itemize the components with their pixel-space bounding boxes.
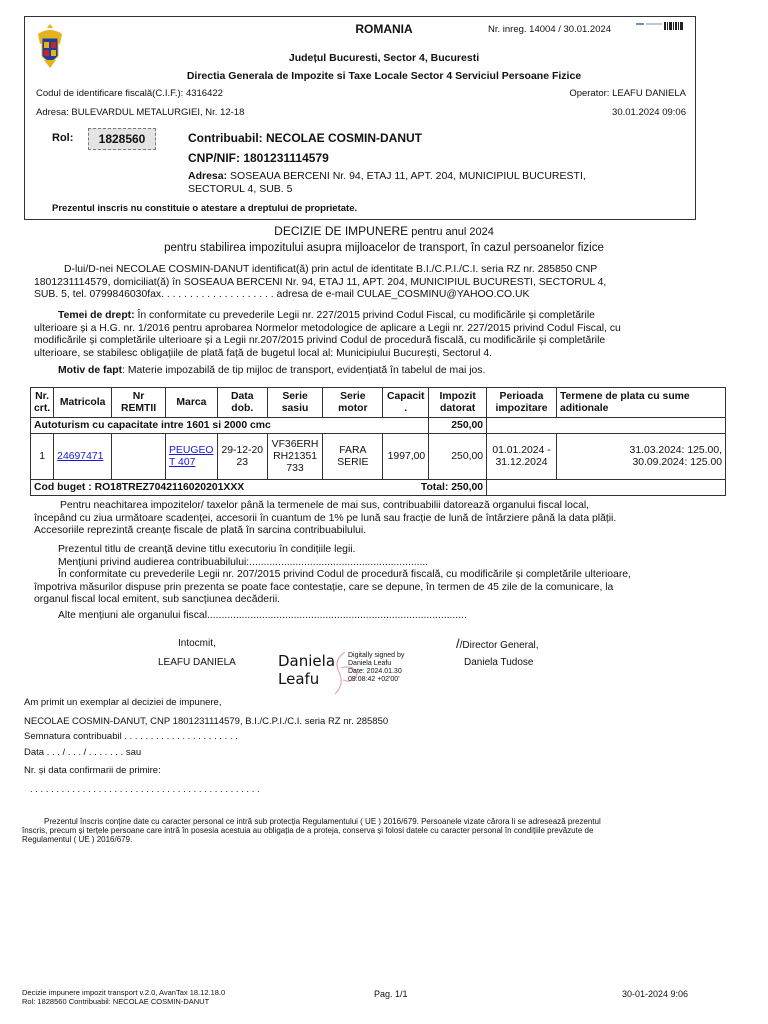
col-header: Termene de plata cu sume aditionale bbox=[556, 388, 725, 418]
director-name: Daniela Tudose bbox=[464, 657, 534, 668]
termen-1: 31.03.2024: 125.00, bbox=[629, 444, 722, 456]
receipt-line-1: Am primit un exemplar al deciziei de impunere, bbox=[24, 697, 222, 708]
gdpr-line-3: Regulamentul ( UE ) 2016/679. bbox=[22, 835, 133, 844]
matricola-link[interactable]: 24697471 bbox=[57, 450, 104, 462]
office-address: Adresa: BULEVARDUL METALURGIEI, Nr. 12-18 bbox=[36, 107, 245, 118]
col-header: Marca bbox=[166, 388, 218, 418]
col-header: Impozit datorat bbox=[429, 388, 487, 418]
receipt-dots: . . . . . . . . . . . . . . . . . . . . . . . . . . . . . . . . . . . . . . . . . . . . bbox=[30, 784, 260, 795]
cell-perioada: 01.01.2024 - 31.12.2024 bbox=[487, 434, 557, 480]
page-number: Pag. 1/1 bbox=[374, 989, 408, 999]
gdpr-line-2: înscris, precum și terțele persoane care intră în posesia acestuia au obligația de a proteja, conserva și folosi datele cu caracter personal în condițiile prevăzute de bbox=[22, 826, 594, 835]
legal-line-1: În conformitate cu prevederile Legii nr. 227/2015 privind Codul Fiscal, cu modificările și completările bbox=[134, 310, 595, 321]
legal-line-3: modificările și completările ulterioare și a Legii nr.207/2015 privind Codul de procedură fiscală, cu modificările și completările bbox=[34, 335, 606, 347]
legal-line-2: ulterioare și a H.G. nr. 1/2016 pentru aprobarea Normelor metodologice de aplicare a Legii nr. 227/2015 privind Codul Fiscal, cu bbox=[34, 322, 621, 334]
marca-link[interactable]: PEUGEOT 407 bbox=[169, 444, 214, 468]
appeal-note bbox=[34, 569, 631, 607]
digital-line-3: Date: 2024.01.30 bbox=[348, 668, 402, 675]
appeal-line-2: împotriva măsurilor dispuse prin prezenta se poate face contestație, care se depune, în termen de 45 zile de la comunicare, la bbox=[34, 581, 614, 593]
intro-line-2: 1801231114579, domiciliat(ă) în SOSEAUA BERCENI Nr. 94, ETAJ 11, APT. 204, MUNICIPIUL BUCURESTI, SECTORUL 4, bbox=[34, 276, 607, 288]
motive-text: : Materie impozabilă de tip mijloc de transport, evidențiată în tabelul de mai jos. bbox=[122, 365, 486, 376]
col-header: Capacit . bbox=[383, 388, 429, 418]
legal-line-4: ulterioare, se stabilesc obligațiile de plată față de bugetul local al: Municipiului București, Sectorul 4. bbox=[34, 347, 493, 359]
decision-title bbox=[0, 224, 768, 238]
cif-line: Codul de identificare fiscală(C.I.F.): 4316422 bbox=[36, 88, 223, 99]
decision-subtitle: pentru stabilirea impozitului asupra mijloacelor de transport, în cazul persoanelor fizice bbox=[164, 242, 604, 254]
footer-taxpayer: Rol: 1828560 Contribuabil: NECOLAE COSMIN-DANUT bbox=[22, 996, 210, 1006]
receipt-signature: Semnatura contribuabil . . . . . . . . . . . . . . . . . . . . . . bbox=[24, 731, 238, 742]
director-label: //Director General, bbox=[456, 636, 539, 651]
district-line: Județul Bucuresti, Sector 4, Bucuresti bbox=[288, 52, 480, 64]
gdpr-line-1: Prezentul înscris conține date cu caracter personal ce intră sub protecția Regulamentului ( UE ) 2016/679. Persoanele vizate cărora li se adresează prezentul bbox=[44, 817, 601, 826]
taxpayer-cnp: CNP/NIF: 1801231114579 bbox=[188, 151, 329, 165]
budget-row bbox=[31, 480, 726, 496]
category-row bbox=[31, 418, 726, 434]
address-line-2: SECTORUL 4, SUB. 5 bbox=[188, 182, 293, 195]
col-header: Matricola bbox=[54, 388, 112, 418]
issue-datetime: 30.01.2024 09:06 bbox=[612, 107, 686, 118]
registry-number: Nr. inreg. 14004 / 30.01.2024 bbox=[488, 24, 612, 35]
footer-version: Decizie impunere impozit transport v.2.0, AvanTax 18.12.18.0 bbox=[22, 988, 226, 997]
digital-signature bbox=[348, 652, 404, 684]
ownership-disclaimer: Prezentul inscris nu constituie o atestare a dreptului de proprietate. bbox=[52, 203, 358, 214]
rol-label: Rol: bbox=[52, 132, 74, 144]
cell-serie-sasiu: VF36ERHRH21351733 bbox=[267, 434, 323, 480]
late-fee-line-1: Pentru neachitarea impozitelor/ taxelor până la termenele de mai sus, contribuabilii datorează organului fiscal local, bbox=[60, 500, 590, 511]
footer-date: 30-01-2024 9:06 bbox=[621, 989, 688, 999]
col-header: Nr. crt. bbox=[31, 388, 54, 418]
decision-title-main: DECIZIE DE IMPUNERE bbox=[274, 224, 409, 238]
budget-code: Cod buget : RO18TREZ7042116020201XXX bbox=[31, 480, 268, 496]
col-header: Nr REMTII bbox=[112, 388, 166, 418]
digital-line-2: Daniela Leafu bbox=[348, 660, 392, 667]
cell-impozit: 250,00 bbox=[429, 434, 487, 480]
taxpayer-address bbox=[188, 170, 586, 195]
decision-title-year: pentru anul 2024 bbox=[408, 226, 494, 238]
directorate-line: Directia Generala de Impozite si Taxe Locale Sector 4 Serviciul Persoane Fizice bbox=[186, 70, 582, 82]
digital-line-4: 09:08:42 +02'00' bbox=[348, 676, 400, 683]
table-row bbox=[31, 434, 726, 480]
appeal-line-3: organul fiscal local emitent, sub sancțiunea decăderii. bbox=[34, 594, 281, 606]
drafted-name: LEAFU DANIELA bbox=[158, 657, 236, 668]
col-header: Serie sasiu bbox=[267, 388, 323, 418]
motive-label: Motiv de fapt bbox=[58, 365, 123, 376]
rol-value: 1828560 bbox=[88, 128, 156, 150]
category-total: 250,00 bbox=[429, 418, 487, 434]
cell-termene bbox=[556, 434, 725, 480]
cell-capacitate: 1997,00 bbox=[383, 434, 429, 480]
footer-info bbox=[22, 989, 225, 1006]
appeal-line-1: În conformitate cu prevederile Legii nr. 207/2015 privind Codul de procedură fiscală, cu modificările și completările ulterioare, bbox=[58, 569, 631, 580]
late-fee-line-3: Accesoriile reprezintă creanțe fiscale de plată în sarcina contribuabilului. bbox=[34, 525, 367, 537]
intro-line-3: SUB. 5, tel. 0799846030fax. . . . . . . . . . . . . . . . . . . . adresa de e-mail CULAE_COSMINU@YAHOO.CO.UK bbox=[34, 289, 530, 301]
signature-line-2: Leafu bbox=[278, 670, 320, 688]
table-total: Total: 250,00 bbox=[267, 480, 486, 496]
gdpr-note bbox=[22, 817, 601, 844]
drafted-label: Intocmit, bbox=[178, 638, 216, 649]
tax-table bbox=[30, 387, 726, 496]
category-label: Autoturism cu capacitate intre 1601 si 2000 cmc bbox=[31, 418, 429, 434]
receipt-confirmation: Nr. și data confirmarii de primire: bbox=[24, 765, 161, 776]
title-note: Prezentul titlu de creanță devine titlu executoriu în condițiile legii. bbox=[58, 544, 356, 555]
country-title: ROMANIA bbox=[355, 22, 413, 36]
col-header: Serie motor bbox=[323, 388, 383, 418]
table-header-row bbox=[31, 388, 726, 418]
address-label: Adresa: bbox=[188, 170, 228, 182]
col-header: Data dob. bbox=[217, 388, 267, 418]
motive-line bbox=[58, 365, 485, 378]
late-fee-line-2: începând cu ziua următoare scadenței, accesorii în cuantum de 1% pe lună sau fracție de lună de întârziere până la data plății. bbox=[34, 512, 617, 524]
legal-basis bbox=[34, 310, 621, 360]
cell-data-dob: 29-12-2023 bbox=[217, 434, 267, 480]
receipt-line-2: NECOLAE COSMIN-DANUT, CNP 1801231114579, B.I./C.P.I./C.I. seria RZ nr. 285850 bbox=[24, 716, 389, 727]
digital-line-1: Digitally signed by bbox=[348, 652, 405, 659]
address-line-1: SOSEAUA BERCENI Nr. 94, ETAJ 11, APT. 204, MUNICIPIUL BUCURESTI, bbox=[230, 170, 586, 182]
late-fee-note bbox=[34, 500, 616, 538]
intro-paragraph bbox=[34, 264, 606, 302]
cell-nr: 1 bbox=[31, 434, 54, 480]
intro-line-1: D-lui/D-nei NECOLAE COSMIN-DANUT identificat(ă) prin actul de identitate B.I./C.P.I./C.I. seria RZ nr. 285850 CNP bbox=[64, 264, 598, 275]
cell-serie-motor: FARA SERIE bbox=[323, 434, 383, 480]
legal-label: Temei de drept: bbox=[58, 310, 135, 321]
other-mentions: Alte mențiuni ale organului fiscal.......................................................................................... bbox=[58, 610, 467, 621]
col-header: Perioada impozitare bbox=[487, 388, 557, 418]
receipt-date: Data . . . / . . . / . . . . . . . sau bbox=[24, 747, 142, 758]
audience-note: Mențiuni privind audierea contribuabilului:.............................................................. bbox=[58, 557, 429, 568]
director-label-text: /Director General, bbox=[459, 640, 539, 651]
taxpayer-name: Contribuabil: NECOLAE COSMIN-DANUT bbox=[188, 131, 422, 145]
cell-remtii bbox=[112, 434, 166, 480]
signature-line-1: Daniela bbox=[278, 652, 336, 670]
operator-line: Operator: LEAFU DANIELA bbox=[569, 88, 686, 99]
termen-2: 30.09.2024: 125.00 bbox=[632, 456, 722, 468]
